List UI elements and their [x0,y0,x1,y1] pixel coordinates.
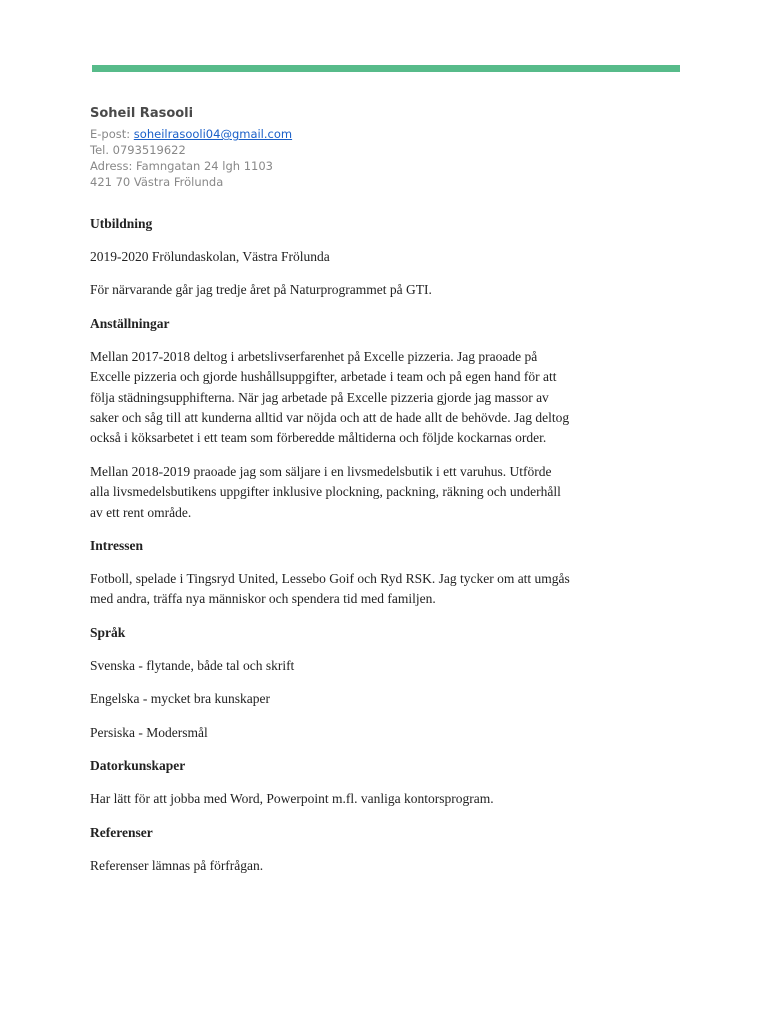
address-line: Adress: Famngatan 24 lgh 1103 [90,159,273,173]
accent-bar [92,65,680,72]
employment-paragraph: Mellan 2018-2019 praoade jag som säljare i en livsmedelsbutik i ett varuhus. Utförde alla livsmedelsbutikens uppgifter inklusive plockning, packning, räkning och underhåll av ett rent område. [90,463,561,520]
heading-computer-skills: Datorkunskaper [90,758,186,774]
language-item: Svenska - flytande, både tal och skrift [90,657,295,673]
references-paragraph: Referenser lämnas på förfrågan. [90,857,264,873]
education-paragraph: 2019-2020 Frölundaskolan, Västra Frölunda [90,249,330,264]
heading-education: Utbildning [90,216,153,231]
heading-references: Referenser [90,824,153,840]
heading-interests: Intressen [90,538,144,554]
interests-paragraph: Fotboll, spelade i Tingsryd United, Lessebo Goif och Ryd RSK. Jag tycker om att umgås med andra, träffa nya människor och spendera tid med familjen. [90,571,570,607]
heading-employment: Anställningar [90,315,170,331]
language-item: Persiska - Modersmål [90,724,208,740]
email-link[interactable]: soheilrasooli04@gmail.com [133,127,293,141]
computer-skills-paragraph: Har lätt för att jobba med Word, Powerpoint m.fl. vanliga kontorsprogram. [90,791,494,807]
email-line [90,126,650,142]
heading-languages: Språk [90,624,126,640]
language-item: Engelska - mycket bra kunskaper [90,691,270,707]
email-label: E-post: [90,127,134,141]
contact-block [90,104,650,190]
cv-body [90,214,570,889]
postal-line: 421 70 Västra Frölunda [90,175,224,189]
employment-paragraph: Mellan 2017-2018 deltog i arbetslivserfarenhet på Excelle pizzeria. Jag praoade på Excelle pizzeria och gjorde hushållsuppgifter, arbetade i team och på egen hand för att följa städningsupphifterna. När jag arbetade på Excelle pizzeria gjorde jag massor av saker och såg till att kunderna alltid var nöjda och att de hade allt de behövde. Jag deltog också i köksarbetet i ett team som förberedde måltiderna och följde kockarnas order. [90,348,570,446]
education-paragraph: För närvarande går jag tredje året på Naturprogrammet på GTI. [90,282,432,298]
phone-line: Tel. 0793519622 [90,143,186,157]
person-name: Soheil Rasooli [90,106,194,121]
